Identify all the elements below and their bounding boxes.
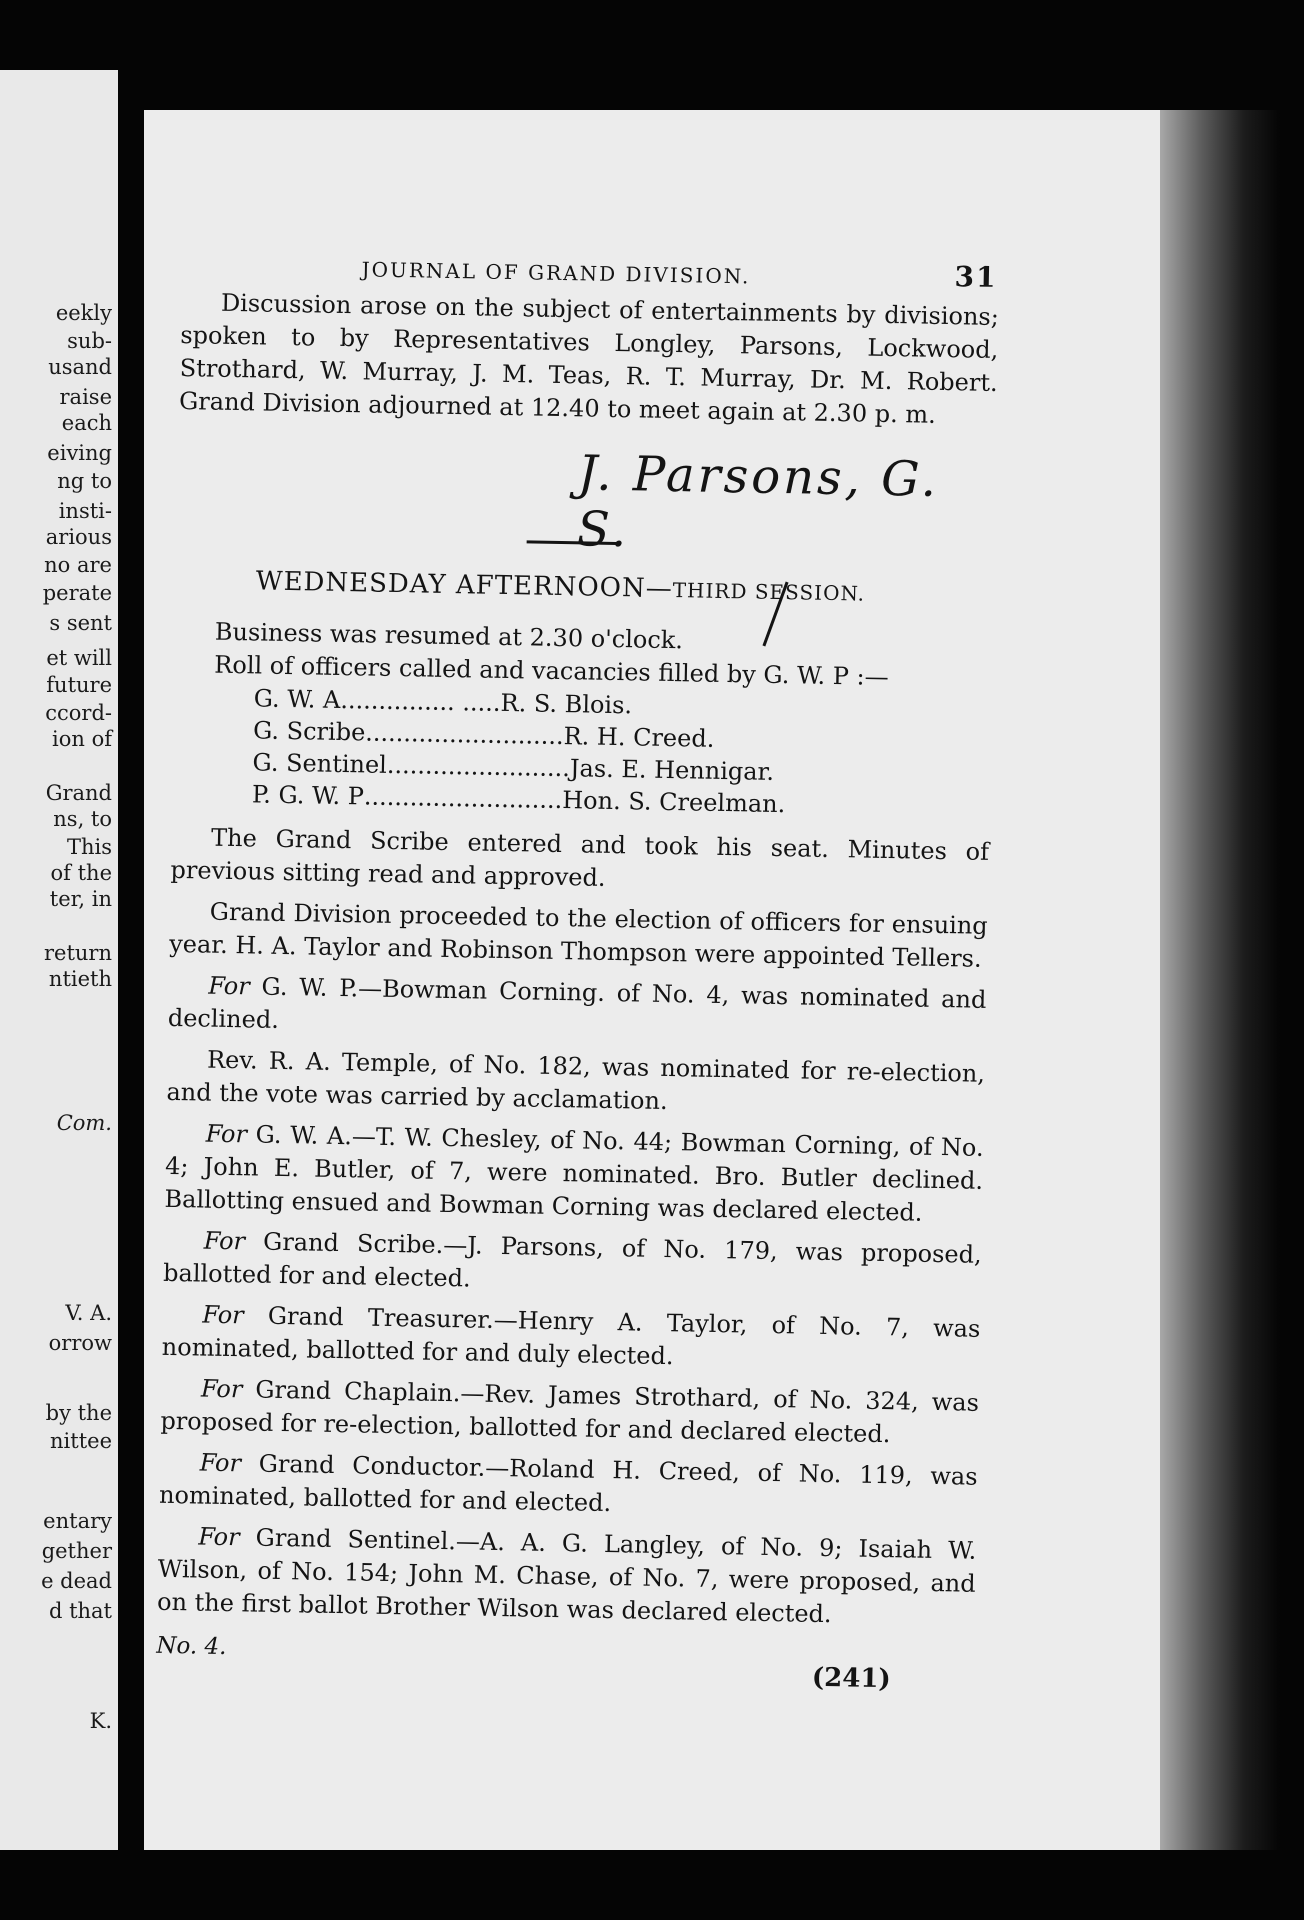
entry-text: G. W. A.—T. W. Chesley, of No. 44; Bowman Corning, of No. 4; John E. Butler, of 7, were nominated. Bro. Butler declined. Ballotting ensued and Bowman Corning was declared elected. [164,1120,984,1227]
election-entry [159,1446,978,1527]
facing-page-fragment: V. A. [65,1301,112,1325]
entry-text: Grand Chaplain.—Rev. James Strothard, of No. 324, was proposed for re-election, ballotted for and declared elected. [160,1375,980,1449]
facing-page [0,70,118,1850]
facing-page-fragment: Com. [56,1111,112,1135]
facing-page-fragment: insti- [58,499,112,523]
facing-page-fragment: ng to [57,469,112,493]
facing-page-fragment: perate [42,581,112,605]
entry-text: Grand Sentinel.—A. A. G. Langley, of No. 9; Isaiah W. Wilson, of No. 154; John M. Chase, of No. 7, were proposed, and on the first ballot Brother Wilson was declared elected. [156,1523,977,1629]
facing-page-fragment: ion of [52,727,112,751]
facing-page-fragment: eiving [47,441,112,465]
facing-page-fragment: nittee [50,1429,112,1453]
facing-page-fragment: raise [59,385,112,409]
leader-dots: .......................... [363,782,563,815]
officer-name: R. S. Blois. [500,688,633,720]
officer-name: R. H. Creed. [563,722,715,753]
facing-page-fragment: e dead [41,1569,112,1593]
facing-page-fragment: of the [50,861,112,885]
facing-page-fragment: K. [89,1709,112,1733]
facing-page-fragment: arious [45,525,112,549]
facing-page-fragment: et will [46,646,112,670]
for-label: For [200,1374,256,1404]
facing-page-fragment: Grand [45,781,112,805]
facing-page-fragment: sub- [67,329,112,353]
facing-page-fragment: future [46,673,112,697]
entry-text: Grand Conductor.—Roland H. Creed, of No. 119, was nominated, ballotted for and elected. [158,1449,978,1518]
entry-text: Grand Scribe.—J. Parsons, of No. 179, was proposed, ballotted for and elected. [162,1227,982,1293]
leader-dots: .......................... [365,718,564,751]
for-label: For [199,1448,259,1478]
facing-page-fragment: ter, in [49,887,112,911]
for-label: For [208,971,262,1001]
facing-page-fragment: no are [44,553,112,577]
facing-page-fragment: ns, to [53,807,112,831]
signature-mark: No. 4. [156,1632,227,1661]
officer-list [172,681,992,824]
officer-name: Hon. S. Creelman. [562,786,786,819]
facing-page-fragment: s sent [49,611,112,635]
facing-page-fragment: entary [43,1509,112,1533]
session-heading [256,566,994,610]
session-heading-sub: THIRD SESSION. [672,578,866,606]
facing-page-fragment: return [44,941,112,965]
facing-page-fragment: ntieth [48,967,112,991]
page-footer [156,1629,975,1694]
business-resumed: Business was resumed at 2.30 o'clock. [214,617,684,655]
facing-page-fragment: by the [45,1401,112,1425]
roll-call: Roll of officers called and vacancies filled by G. W. P :— [214,650,889,692]
facing-page-fragment: usand [48,355,112,379]
entry-text: Rev. R. A. Temple, of No. 182, was nominated for re-election, and the vote was carried by acclamation. [166,1045,986,1116]
election-entry [164,1117,984,1231]
entry-text: G. W. P.—Bowman Corning. of No. 4, was nominated and declined. [167,972,987,1034]
journal-page [144,110,1204,1850]
scribe-paragraph: The Grand Scribe entered and took his seat. Minutes of previous sitting read and approved. [170,823,990,892]
election-entry [157,1520,977,1634]
election-entry [162,1298,981,1379]
facing-page-fragment: each [61,411,112,435]
facing-page-fragment: This [66,835,112,859]
for-label: For [202,1300,269,1330]
running-title: JOURNAL OF GRAND DIVISION. [361,257,751,289]
entry-text: Grand Treasurer.—Henry A. Taylor, of No. 7, was nominated, ballotted for and duly elected. [161,1301,981,1371]
handwritten-signature: J. Parsons, G. S. [576,445,940,559]
page-content [156,246,1000,1694]
page-number: 31 [954,260,998,294]
officer-title: G. Scribe [252,716,366,747]
facing-page-fragment: ccord- [45,701,112,725]
election-entry [163,1224,982,1305]
leader-dots: ........................ [386,750,571,783]
book-gutter [118,60,144,1860]
leader-dots: ............... ..... [340,685,501,717]
facing-page-fragment: orrow [48,1331,112,1355]
officer-title: G. Sentinel [252,748,388,779]
page-edge-shadow [1160,110,1280,1850]
for-label: For [205,1119,256,1149]
election-entry [160,1372,979,1453]
facing-page-fragment: gether [41,1539,112,1563]
for-label: For [203,1226,264,1256]
discussion-paragraph: Discussion arose on the subject of entertainments by divisions; spoken to by Representatives Longley, Parsons, Lockwood, Strothard, W. Murray, J. M. Teas, R. T. Murray, Dr. M. Robert. Grand Division adjourned at 12.40 to meet again at 2.30 p. m. [178,288,1000,429]
facing-page-fragment: eekly [55,301,112,325]
for-label: For [198,1522,256,1552]
election-entry [168,969,987,1050]
session-heading-main: WEDNESDAY AFTERNOON— [255,566,674,605]
officer-name: Jas. E. Hennigar. [569,754,775,786]
officer-title: G. W. A [253,684,341,714]
election-entries [157,969,987,1634]
officer-title: P. G. W. P [251,780,365,811]
facing-page-fragment: d that [48,1599,112,1623]
election-paragraph: Grand Division proceeded to the election of officers for ensuing year. H. A. Taylor and Robinson Thompson were appointed Tellers. [168,897,988,973]
sheet-number: (241) [811,1662,892,1695]
election-entry [166,1043,985,1124]
